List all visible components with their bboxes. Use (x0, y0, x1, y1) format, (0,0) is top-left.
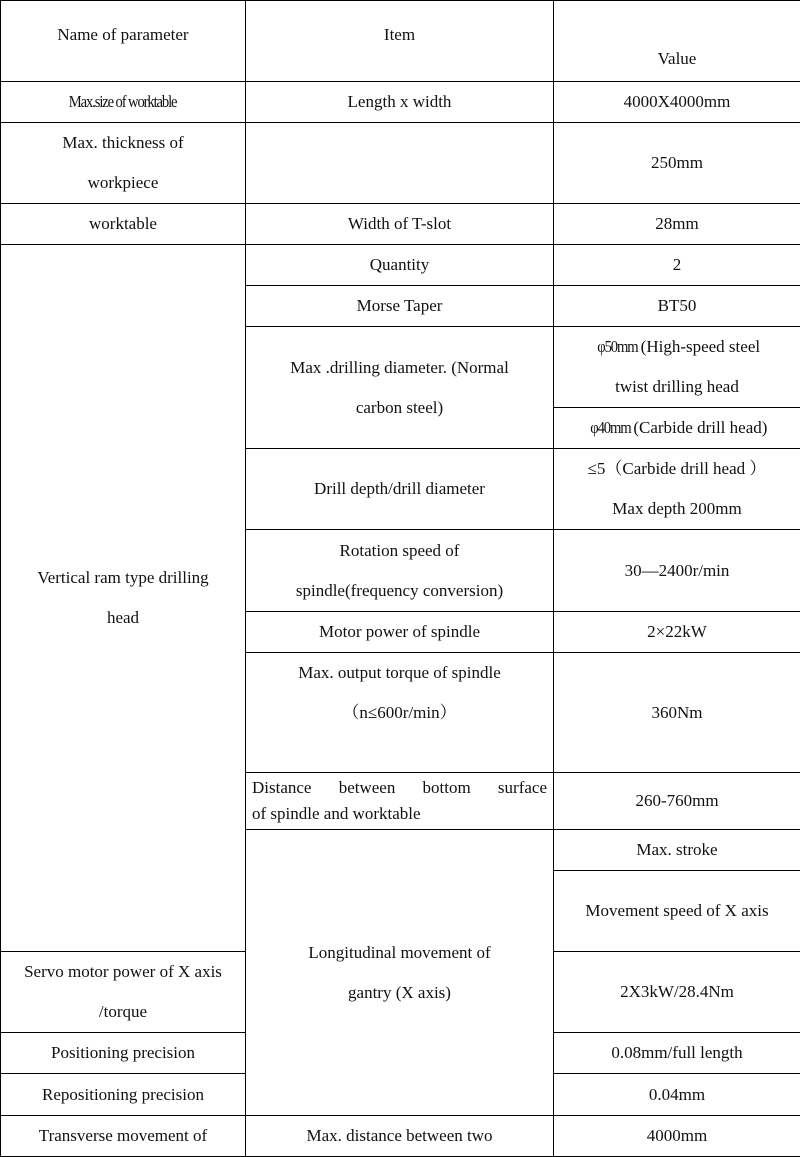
value-line (560, 327, 794, 367)
value-cell (554, 449, 800, 530)
header-row (1, 1, 800, 82)
table-row (1, 204, 800, 245)
value-cell: 250mm (554, 123, 800, 204)
group-name-line: head (7, 598, 239, 638)
item-line: Rotation speed of (252, 531, 547, 571)
item-cell: Quantity (246, 245, 554, 286)
header-item: Item (246, 1, 554, 82)
value-cell: 28mm (554, 204, 800, 245)
value-prefix: φ50mm (597, 327, 637, 367)
param-name-cell (1, 123, 246, 204)
item-cell: Max. distance between two (246, 1116, 554, 1157)
item-cell: Length x width (246, 82, 554, 123)
value-line: ≤5（Carbide drill head ） (560, 449, 794, 489)
table-row (1, 1116, 800, 1157)
item-cell: Morse Taper (246, 286, 554, 327)
value-cell: 2×22kW (554, 612, 800, 653)
group-name-line: Vertical ram type drilling (7, 558, 239, 598)
value-cell: 4000X4000mm (554, 82, 800, 123)
item-line: spindle(frequency conversion) (252, 571, 547, 611)
table-row (1, 245, 800, 286)
value-cell (554, 408, 800, 449)
value-cell (554, 327, 800, 408)
value-cell: 4000mm (554, 1116, 800, 1157)
header-value: Value (554, 1, 800, 82)
item-line: Max. output torque of spindle (252, 653, 547, 693)
value-prefix: φ40mm (590, 408, 630, 448)
value-line: Max depth 200mm (560, 489, 794, 529)
group-transverse: Transverse movement of (1, 1116, 246, 1157)
param-name-line: Max. thickness of (7, 123, 239, 163)
value-cell: 360Nm (554, 653, 800, 773)
table-row (1, 82, 800, 123)
item-line: of spindle and worktable (252, 801, 547, 827)
param-name-cell: worktable (1, 204, 246, 245)
item-cell (246, 123, 554, 204)
value-cell: 2 (554, 245, 800, 286)
group-name-line: Longitudinal movement of (252, 933, 547, 973)
item-cell: Width of T-slot (246, 204, 554, 245)
item-cell: Max. stroke (554, 830, 800, 871)
item-line: carbon steel) (252, 388, 547, 428)
value-cell: 0.04mm (554, 1074, 800, 1116)
item-cell: Repositioning precision (1, 1074, 246, 1116)
item-cell (246, 773, 554, 830)
item-cell (246, 530, 554, 612)
param-name-max-size: Max.size of worktable (69, 82, 177, 122)
value-cell: 30—2400r/min (554, 530, 800, 612)
table-row (1, 123, 800, 204)
param-name-cell (1, 82, 246, 123)
item-cell (246, 327, 554, 449)
item-cell: Movement speed of X axis (554, 871, 800, 952)
header-name-of-parameter: Name of parameter (1, 1, 246, 82)
value-cell: BT50 (554, 286, 800, 327)
param-name-line: workpiece (7, 163, 239, 203)
item-line: /torque (7, 992, 239, 1032)
item-line: （n≤600r/min） (252, 693, 547, 733)
value-cell: 0.08mm/full length (554, 1033, 800, 1074)
group-drilling-head (1, 245, 246, 952)
value-cell: 2X3kW/28.4Nm (554, 952, 800, 1033)
item-cell (1, 952, 246, 1033)
item-line: Servo motor power of X axis (7, 952, 239, 992)
group-name-line: gantry (X axis) (252, 973, 547, 1013)
value-text: (High-speed steel (641, 337, 760, 356)
item-cell: Motor power of spindle (246, 612, 554, 653)
value-cell: 260-760mm (554, 773, 800, 830)
item-cell: Positioning precision (1, 1033, 246, 1074)
item-cell (246, 653, 554, 773)
item-line: Distance between bottom surface (252, 775, 547, 801)
item-cell: Drill depth/drill diameter (246, 449, 554, 530)
group-x-axis (246, 830, 554, 1116)
value-line: twist drilling head (560, 367, 794, 407)
item-line: Max .drilling diameter. (Normal (252, 348, 547, 388)
value-text: (Carbide drill head) (633, 418, 767, 437)
